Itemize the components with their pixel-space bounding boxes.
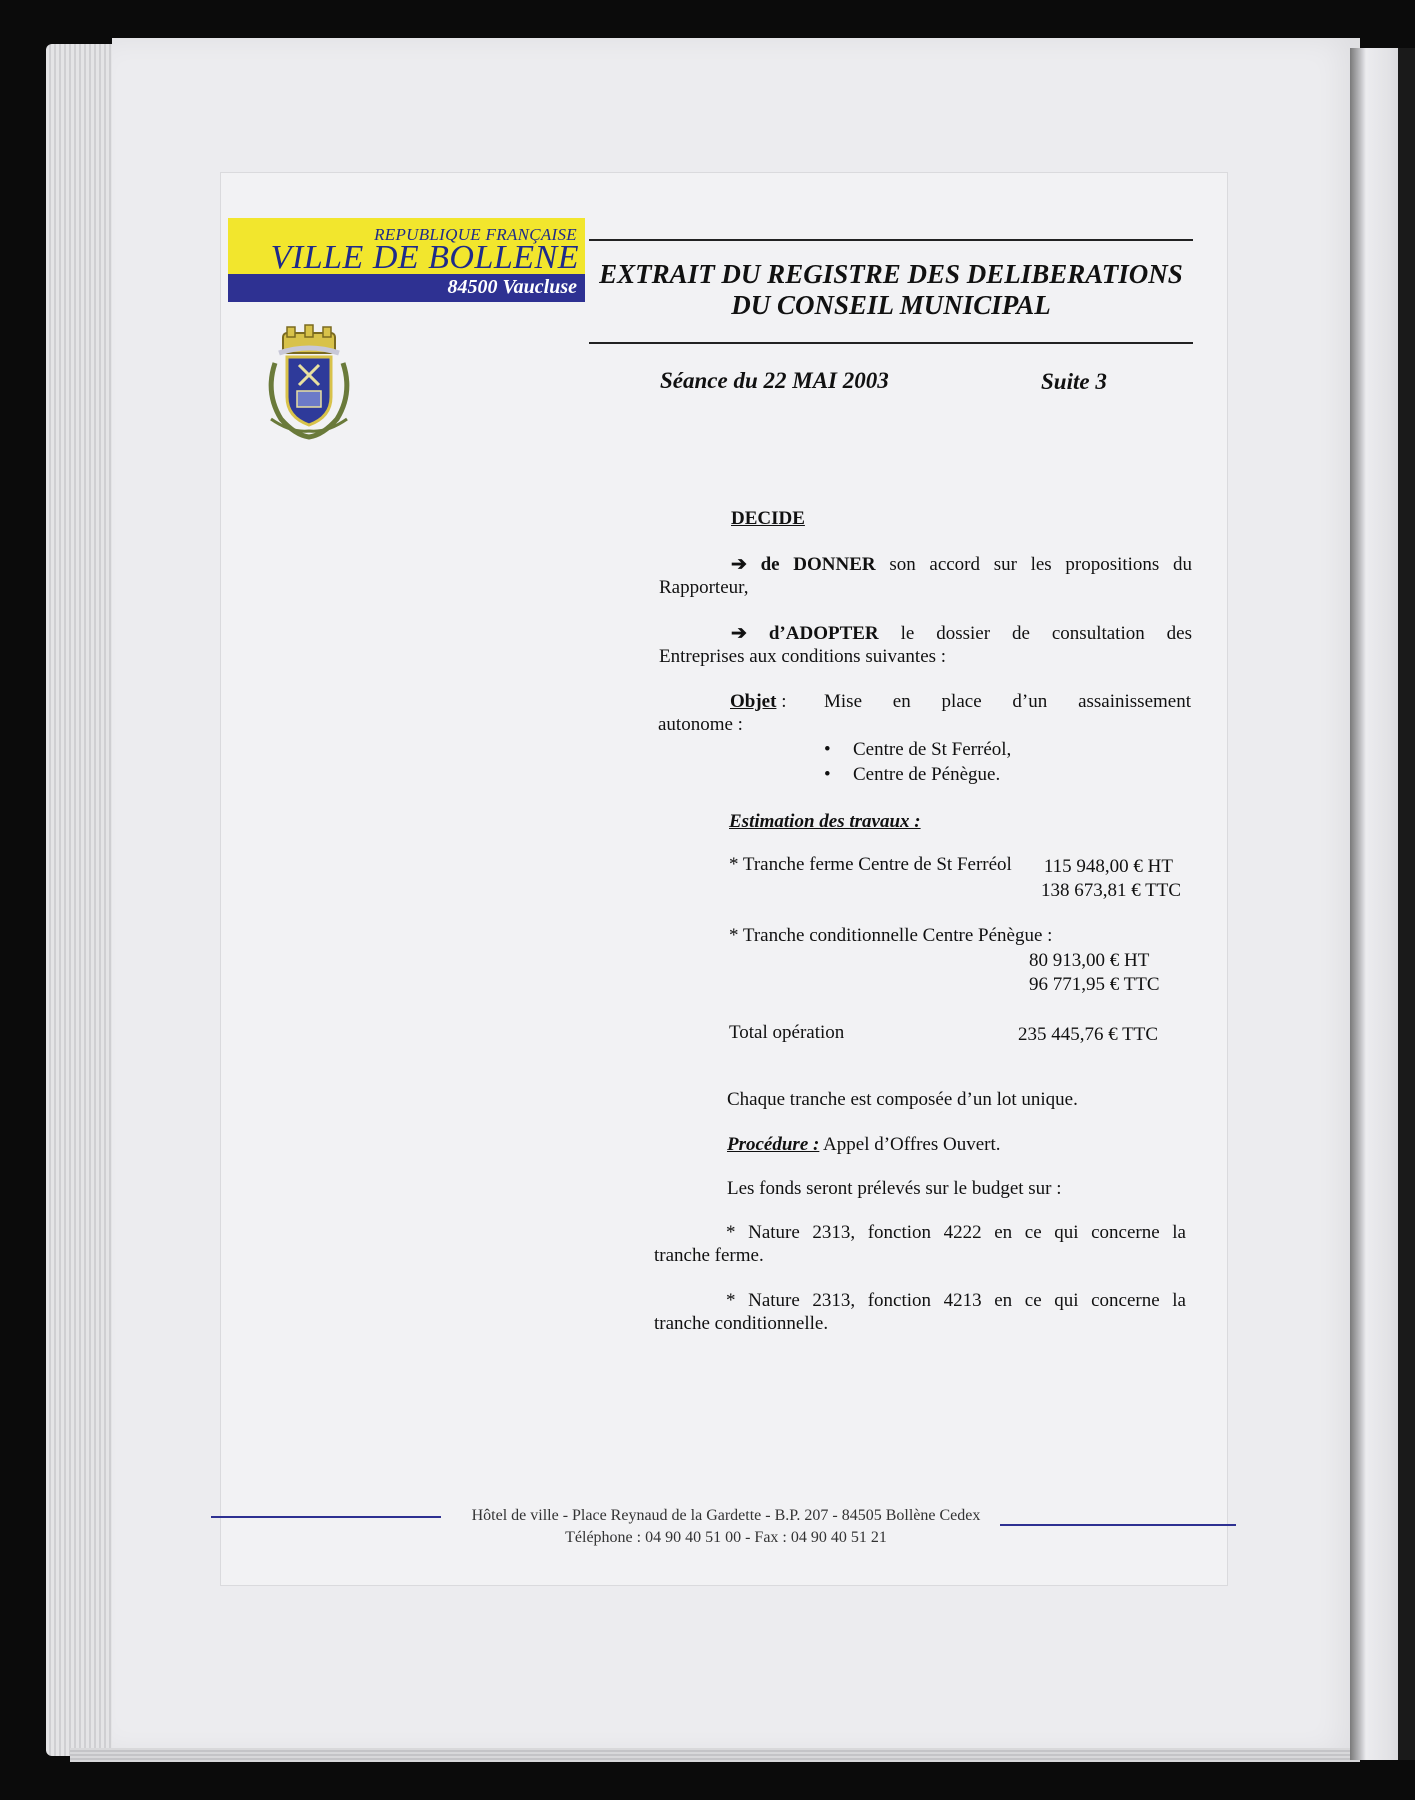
tranche-ferme-ht: 115 948,00 € HT (1043, 856, 1173, 877)
nature-2-line2: tranche conditionnelle. (654, 1313, 829, 1334)
funds-text: Les fonds seront prélevés sur le budget sur : (727, 1178, 1062, 1199)
title-rule-bottom (589, 342, 1193, 344)
title-rule-top (589, 239, 1193, 241)
objet-text-cont: autonome : (658, 714, 743, 735)
document-title-line1: EXTRAIT DU REGISTRE DES DELIBERATIONS (599, 259, 1183, 289)
decision-text-1: son accord sur les propositions du (889, 554, 1193, 575)
deliberation-document (220, 172, 1228, 1586)
binder-edge (1398, 48, 1415, 1760)
procedure-line (727, 1133, 1001, 1156)
page-stack-bottom (70, 1748, 1360, 1762)
decision-verb-2: d’ADOPTER (768, 623, 879, 644)
decide-heading: DECIDE (731, 508, 805, 529)
tranche-ferme-ttc: 138 673,81 € TTC (1040, 880, 1181, 901)
procedure-label: Procédure : (727, 1134, 820, 1155)
nature-2-line1: * Nature 2313, fonction 4213 en ce qui concerne la (726, 1290, 1186, 1311)
decision-verb-1: de DONNER (760, 554, 876, 575)
tranche-cond-label: * Tranche conditionnelle Centre Pénègue : (729, 925, 1053, 946)
total-label: Total opération (729, 1022, 845, 1043)
session-date: Séance du 22 MAI 2003 (660, 368, 889, 393)
estimation-heading: Estimation des travaux : (729, 811, 921, 832)
decision-text-2-cont: Entreprises aux conditions suivantes : (659, 646, 947, 667)
decision-text-1-cont: Rapporteur, (659, 577, 749, 598)
tranche-cond-ht: 80 913,00 € HT (1029, 950, 1150, 971)
footer-address: Hôtel de ville - Place Reynaud de la Gardette - B.P. 207 - 84505 Bollène Cedex (471, 1507, 981, 1524)
page-continuation: Suite 3 (1041, 369, 1107, 394)
arrow-right-icon: ➔ (731, 554, 747, 575)
bullet-item: Centre de Pénègue. (853, 764, 1001, 785)
bullet-item: Centre de St Ferréol, (853, 739, 1012, 760)
department-label: 84500 Vaucluse (447, 276, 577, 298)
tranche-cond-ttc: 96 771,95 € TTC (1029, 974, 1160, 995)
procedure-text: Appel d’Offres Ouvert. (819, 1134, 1001, 1155)
total-value: 235 445,76 € TTC (1018, 1024, 1159, 1045)
city-name: VILLE DE BOLLENE (270, 239, 579, 276)
lot-text: Chaque tranche est composée d’un lot unique. (727, 1089, 1078, 1110)
republique-label: REPUBLIQUE FRANÇAISE (374, 225, 577, 244)
decision-text-2: le dossier de consultation des (900, 623, 1192, 644)
document-title-line2: DU CONSEIL MUNICIPAL (731, 290, 1051, 320)
arrow-right-icon: ➔ (731, 623, 747, 644)
city-coat-of-arms-icon (261, 323, 357, 441)
tranche-ferme-label: * Tranche ferme Centre de St Ferréol (729, 854, 1012, 875)
nature-1-line1: * Nature 2313, fonction 4222 en ce qui concerne la (726, 1222, 1186, 1243)
decision-item-2 (731, 622, 1192, 645)
footer-phone: Téléphone : 04 90 40 51 00 - Fax : 04 90 40 51 21 (565, 1529, 887, 1546)
objet-label: Objet : (730, 691, 787, 712)
decision-item-1 (731, 553, 1192, 576)
bullet-marker: • (824, 739, 831, 760)
objet-text: Mise en place d’un assainissement (824, 691, 1191, 712)
nature-1-line2: tranche ferme. (654, 1245, 764, 1266)
bullet-marker: • (824, 764, 831, 785)
